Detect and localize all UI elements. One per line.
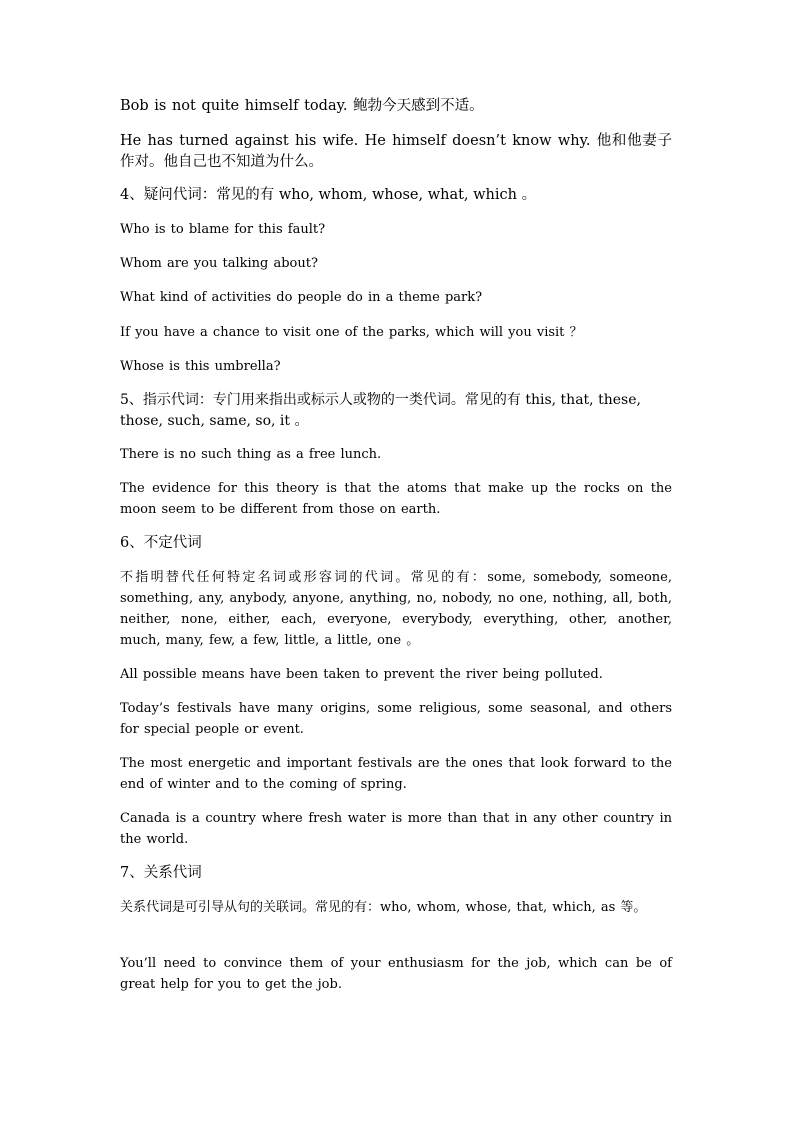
section-heading-interrogative-pronouns: 4、疑问代词：常见的有 who, whom, whose, what, which 。 [120, 187, 537, 203]
example-sentence: All possible means have been taken to prevent the river being polluted. [120, 667, 603, 682]
example-sentence: Who is to blame for this fault? [120, 222, 326, 237]
section-heading-demonstrative-pronouns: 5、指示代词：专门用来指出或标示人或物的一类代词。常见的有 this, that, these, those, such, same, so, it 。 [120, 392, 641, 429]
example-sentence: Whom are you talking about? [120, 256, 318, 271]
paragraph-indefinite-pronoun-list: 不指明替代任何特定名词或形容词的代词。常见的有：some, somebody, someone, something, any, anybody, anyone, anything, no, nobody, no one, nothing, all, both, neither, none, either, each, everyone, everybody, everything, other, another, much, many, few, a few, little, a little, one 。 [120, 570, 672, 648]
example-sentence: What kind of activities do people do in a theme park? [120, 290, 483, 305]
example-sentence: The most energetic and important festivals are the ones that look forward to the end of winter and to the coming of spring. [120, 756, 672, 792]
example-sentence: There is no such thing as a free lunch. [120, 447, 382, 462]
paragraph-relative-pronoun-definition: 关系代词是可引导从句的关联词。常见的有：who, whom, whose, that, which, as 等。 [120, 900, 647, 915]
section-heading-relative-pronouns: 7、关系代词 [120, 865, 202, 881]
example-sentence: Today’s festivals have many origins, some religious, some seasonal, and others for special people or event. [120, 701, 672, 737]
example-sentence: You’ll need to convince them of your enthusiasm for the job, which can be of great help for you to get the job. [120, 956, 672, 992]
paragraph-bob-himself: Bob is not quite himself today. 鲍勃今天感到不适。 [120, 98, 484, 114]
example-sentence: The evidence for this theory is that the atoms that make up the rocks on the moon seem to be different from those on earth. [120, 481, 672, 517]
paragraph-turned-against: He has turned against his wife. He himself doesn’t know why. 他和他妻子作对。他自己也不知道为什么。 [120, 133, 672, 170]
example-sentence: Canada is a country where fresh water is more than that in any other country in the world. [120, 811, 672, 847]
example-sentence: Whose is this umbrella? [120, 359, 281, 374]
section-heading-indefinite-pronouns: 6、不定代词 [120, 535, 202, 551]
example-sentence: If you have a chance to visit one of the parks, which will you visit ？ [120, 325, 583, 340]
